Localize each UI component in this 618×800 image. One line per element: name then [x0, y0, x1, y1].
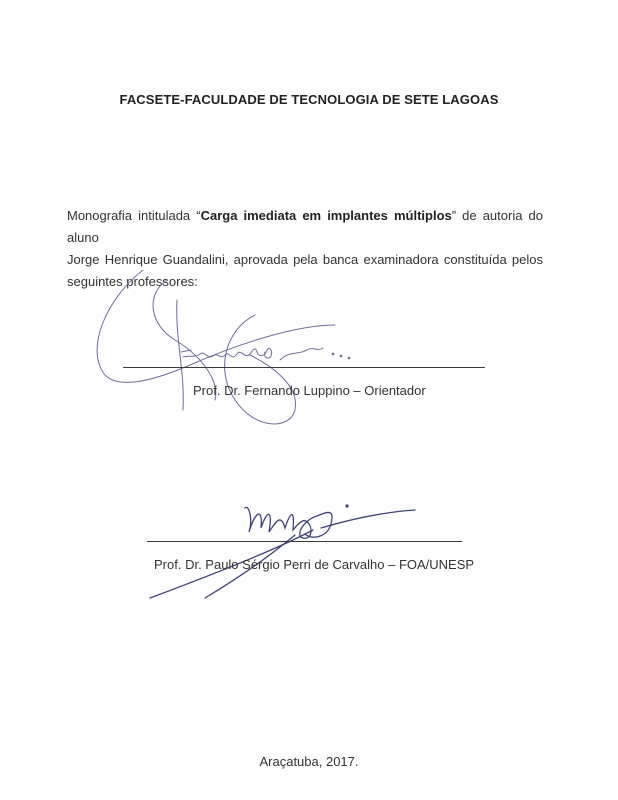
signature-paulo-sergio: [145, 490, 445, 600]
institution-title: FACSETE-FACULDADE DE TECNOLOGIA DE SETE LAGOAS: [119, 92, 499, 107]
signature-line-2: [147, 541, 462, 542]
signatory-2-caption: Prof. Dr. Paulo Sérgio Perri de Carvalho – FOA/UNESP: [154, 557, 475, 572]
paragraph-text: ” de autoria do aluno: [67, 208, 543, 245]
signature-line-1: [123, 367, 485, 368]
paragraph-line-1: [67, 205, 543, 249]
signatory-1-caption: Prof. Dr. Fernando Luppino – Orientador: [193, 383, 426, 398]
place-and-date: Araçatuba, 2017.: [259, 754, 359, 769]
approval-paragraph: [67, 205, 543, 293]
signature-fernando-luppino: [95, 270, 415, 440]
paragraph-line-2: Jorge Henrique Guandalini, aprovada pela banca examinadora constituída pelos: [67, 252, 543, 267]
paragraph-text: Monografia intitulada “: [67, 208, 201, 223]
monograph-title: Carga imediata em implantes múltiplos: [200, 208, 452, 223]
paragraph-line-3: seguintes professores:: [67, 274, 198, 289]
